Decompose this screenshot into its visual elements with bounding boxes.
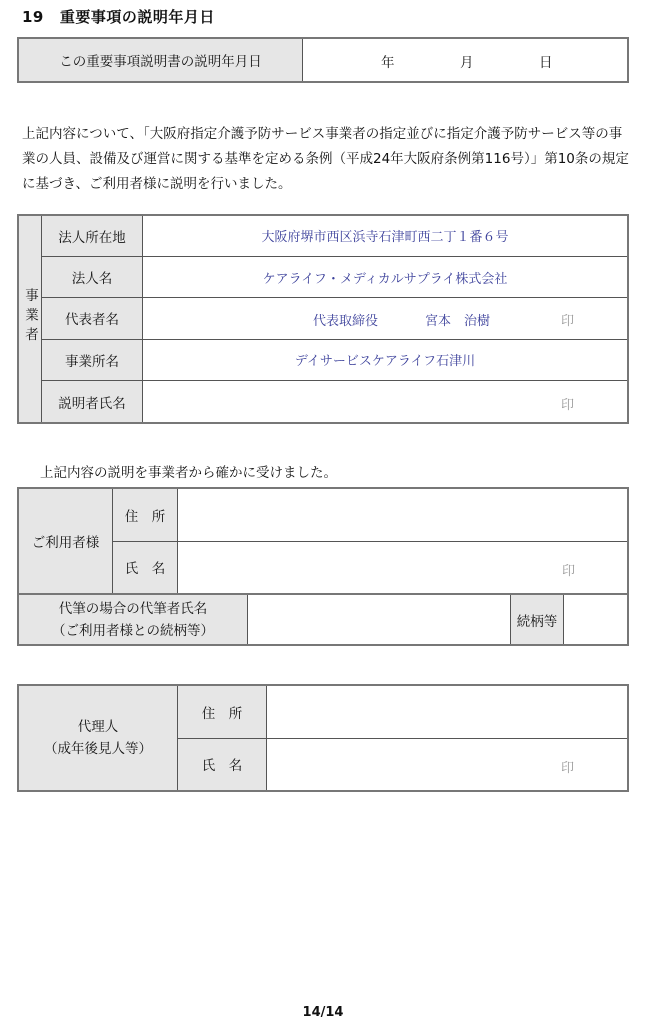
date-table [17, 37, 629, 83]
operator-explainer-field[interactable] [143, 381, 629, 423]
confirmation-text: 上記内容の説明を事業者から確かに受けました。 [40, 465, 337, 481]
day-label: 日 [539, 55, 553, 71]
operator-address-label: 法人所在地 [42, 215, 143, 256]
user-seal: 印 [562, 563, 576, 579]
agent-address-field[interactable] [267, 685, 629, 738]
user-table [17, 487, 629, 595]
agent-name-field[interactable] [267, 738, 629, 791]
month-label: 月 [460, 55, 474, 71]
relation-field[interactable] [564, 594, 629, 645]
agent-table [17, 684, 629, 792]
user-address-field[interactable] [178, 488, 629, 541]
section-title-text: 重要事項の説明年月日 [59, 8, 215, 26]
proxy-label-cell [18, 594, 248, 645]
operator-office-value: デイサービスケアライフ石津川 [143, 339, 629, 380]
operator-table [17, 214, 629, 424]
operator-office-label: 事業所名 [42, 339, 143, 380]
year-label: 年 [381, 55, 395, 71]
operator-side-label-cell [18, 215, 42, 423]
agent-name-label: 氏 名 [178, 738, 267, 791]
user-address-label: 住 所 [113, 488, 178, 541]
operator-address-value: 大阪府堺市西区浜寺石津町西二丁１番６号 [143, 215, 629, 256]
proxy-name-field[interactable] [248, 594, 511, 645]
agent-address-label: 住 所 [178, 685, 267, 738]
agent-seal: 印 [561, 760, 575, 776]
operator-side-label: 事業者 [22, 287, 38, 347]
user-name-label: 氏 名 [113, 541, 178, 594]
agent-label-line1: 代理人 [77, 719, 119, 735]
user-name-field[interactable] [178, 541, 629, 594]
representative-seal: 印 [561, 314, 575, 330]
relation-label: 続柄等 [511, 594, 564, 645]
agent-label-cell [18, 685, 178, 791]
operator-representative-cell [143, 298, 629, 339]
date-label: この重要事項説明書の説明年月日 [18, 38, 303, 82]
operator-representative-label: 代表者名 [42, 298, 143, 339]
proxy-label-line2: （ご利用者様との続柄等） [52, 622, 214, 639]
agent-label-line2: （成年後見人等） [44, 741, 152, 757]
proxy-table [17, 593, 629, 646]
operator-explainer-label: 説明者氏名 [42, 381, 143, 423]
representative-title: 代表取締役 [313, 314, 379, 330]
proxy-label-line1: 代筆の場合の代筆者氏名 [58, 600, 208, 617]
section-number: 19 [22, 8, 44, 26]
user-label: ご利用者様 [18, 488, 113, 594]
explainer-seal: 印 [561, 398, 575, 414]
operator-corp-name-label: 法人名 [42, 256, 143, 297]
operator-corp-name-value: ケアライフ・メディカルサプライ株式会社 [143, 256, 629, 297]
representative-name: 宮本 治樹 [425, 314, 491, 330]
explanation-paragraph: 上記内容について、「大阪府指定介護予防サービス事業者の指定並びに指定介護予防サービス等の事業の人員、設備及び運営に関する基準を定める条例（平成24年大阪府条例第116号）」第10条の規定に基づき、ご利用者様に説明を行いました。 [22, 126, 629, 192]
section-title [22, 6, 215, 27]
date-value-cell[interactable] [303, 38, 629, 82]
page-number: 14/14 [302, 1005, 344, 1020]
